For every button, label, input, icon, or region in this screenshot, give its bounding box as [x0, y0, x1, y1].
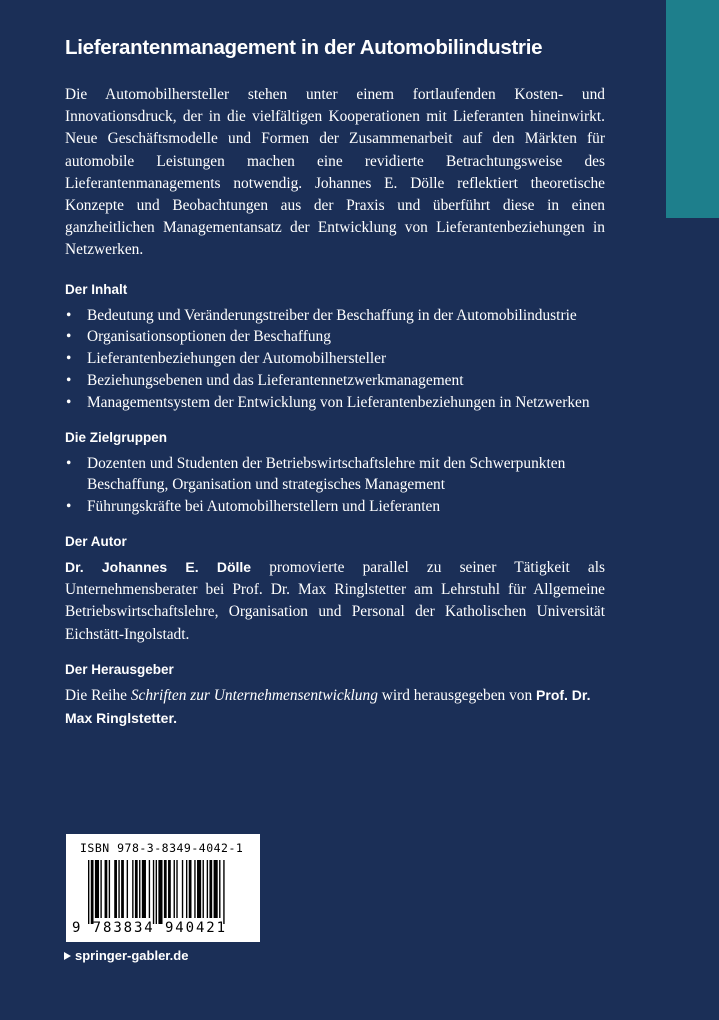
- list-item: • Lieferantenbeziehungen der Automobilhersteller: [65, 348, 605, 370]
- barcode-bar: [127, 860, 128, 918]
- bullet-icon: •: [66, 454, 72, 472]
- barcode-bar: [118, 860, 119, 918]
- barcode-bar: [158, 860, 162, 924]
- arrow-right-icon: [64, 952, 71, 960]
- website-label: springer-gabler.de: [75, 948, 189, 963]
- list-item: • Führungskräfte bei Automobilherstellern und Lieferanten: [65, 496, 605, 518]
- book-title: Lieferantenmanagement in der Automobilindustrie: [65, 36, 543, 59]
- barcode-digits: 9 783834 940421: [72, 920, 227, 936]
- barcode-bar: [139, 860, 140, 918]
- section-heading-zielgruppen: Die Zielgruppen: [65, 429, 168, 445]
- barcode-bar: [88, 860, 89, 924]
- intro-paragraph: Die Automobilhersteller stehen unter einem fortlaufenden Kosten- und Innovationsdruck, der in die vielfältigen Kooperationen mit Lieferanten hineinwirkt. Neue Geschäftsmodelle und Formen der Zusammenarbeit auf den Märkten für automobile Leistungen machen eine revidierte Betrachtungsweise des Lieferantenmanagements notwendig. Johannes E. Dölle reflektiert theoretische Konzepte und Beobachtungen aus der Praxis und überführt diese in einen ganzheitlichen Managementansatz der Entwicklung von Lieferantenbeziehungen in Netzwerken.: [65, 86, 605, 259]
- barcode-bar: [121, 860, 124, 918]
- bullet-icon: •: [66, 328, 72, 346]
- editor-text: Die Reihe Schriften zur Unternehmensentwicklung wird herausgegeben von Prof. Dr. Max Ringlstetter.: [65, 686, 591, 727]
- bullet-icon: •: [66, 393, 72, 411]
- section-herausgeber: [65, 660, 605, 730]
- bullet-icon: •: [66, 498, 72, 516]
- barcode-bar: [189, 860, 192, 918]
- barcode-bar: [91, 860, 94, 924]
- editor-name: Prof. Dr. Max Ringlstetter.: [65, 686, 591, 727]
- barcode-bar: [164, 860, 167, 918]
- barcode-bar: [135, 860, 138, 918]
- bullet-icon: •: [66, 306, 72, 324]
- author-name: Dr. Johannes E. Dölle: [65, 559, 252, 575]
- section-heading-autor: Der Autor: [65, 534, 127, 549]
- section-heading-inhalt: Der Inhalt: [65, 281, 128, 297]
- section-inhalt: [65, 280, 605, 414]
- barcode-bar: [182, 860, 183, 918]
- list-item: • Organisationsoptionen der Beschaffung: [65, 326, 605, 348]
- zielgruppen-list: [65, 453, 605, 518]
- bullet-icon: •: [66, 372, 72, 390]
- barcode-bar: [209, 860, 212, 918]
- list-item: • Beziehungsebenen und das Lieferantennetzwerkmanagement: [65, 370, 605, 392]
- barcode-bar: [174, 860, 175, 918]
- barcode-bar: [168, 860, 171, 918]
- barcode-bar: [203, 860, 204, 918]
- section-heading-herausgeber: Der Herausgeber: [65, 661, 174, 677]
- barcode-bar: [95, 860, 99, 918]
- barcode-bar: [153, 860, 154, 924]
- isbn-barcode: [66, 834, 260, 942]
- accent-tab: [666, 0, 719, 218]
- list-item: • Managementsystem der Entwicklung von Lieferantenbeziehungen in Netzwerken: [65, 392, 605, 414]
- section-zielgruppen: [65, 428, 605, 518]
- barcode-bar: [186, 860, 187, 918]
- barcode-bar: [197, 860, 201, 918]
- isbn-label: ISBN 978-3-8349-4042-1: [80, 841, 244, 855]
- back-cover-text: [65, 34, 605, 730]
- barcode-bar: [114, 860, 117, 918]
- barcode-bar: [132, 860, 133, 918]
- barcode-bar: [214, 860, 218, 918]
- barcode-bar: [105, 860, 108, 918]
- barcode-bar: [156, 860, 157, 924]
- section-autor: [65, 532, 605, 646]
- barcode-bar: [223, 860, 224, 924]
- barcode-bar: [219, 860, 220, 918]
- barcode-bar: [142, 860, 146, 918]
- list-item: • Bedeutung und Veränderungstreiber der Beschaffung in der Automobilindustrie: [65, 305, 605, 327]
- publisher-website[interactable]: [64, 948, 188, 963]
- author-bio: [65, 556, 605, 646]
- barcode-bar: [109, 860, 110, 918]
- barcode-bar: [207, 860, 208, 918]
- barcode-bar: [149, 860, 150, 918]
- list-item: • Dozenten und Studenten der Betriebswirtschaftslehre mit den Schwerpunkten Beschaffung, Organisation und strategisches Management: [66, 454, 566, 494]
- series-title: Schriften zur Unternehmensentwicklung: [130, 686, 378, 704]
- inhalt-list: [65, 305, 605, 414]
- barcode-bar: [194, 860, 195, 918]
- barcode-bar: [176, 860, 177, 918]
- barcode-bar: [100, 860, 101, 918]
- bullet-icon: •: [66, 350, 72, 368]
- author-text: promovierte parallel zu seiner Tätigkeit als Unternehmensberater bei Prof. Dr. Max Ringlstetter am Lehrstuhl für Allgemeine Betriebswirtschaftslehre, Organisation und Personal der Katholischen Universität Eichstätt-Ingolstadt.: [65, 559, 605, 643]
